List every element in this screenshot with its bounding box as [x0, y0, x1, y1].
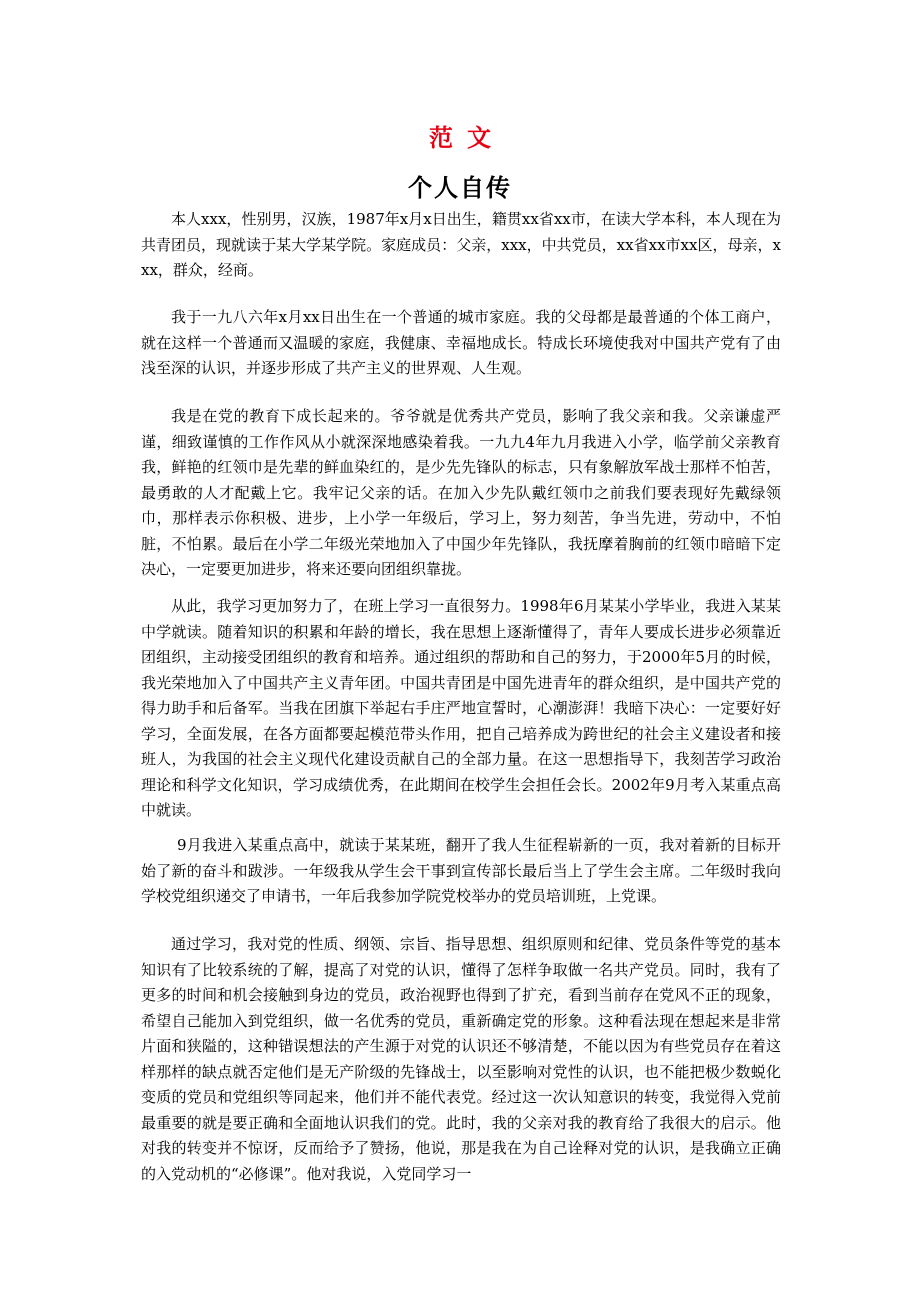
body-paragraph: 通过学习，我对党的性质、纲领、宗旨、指导思想、组织原则和纪律、党员条件等党的基本知识有了比较系统的了解，提高了对党的认识，懂得了怎样争取做一名共产党员。同时，我有了更多的时间和机会接触到身边的党员，政治视野也得到了扩充，看到当前存在党风不正的现象，希望自己能加入到党组织，做一名优秀的党员，重新确定党的形象。这种看法现在想起来是非常片面和狭隘的，这种错误想法的产生源于对党的认识还不够清楚，不能以因为有些党员存在着这样那样的缺点就否定他们是无产阶级的先锋战士，以至影响对党性的认识，也不能把极少数蜕化变质的党员和党组织等同起来，他们并不能代表党。经过这一次认知意识的转变，我觉得入党前最重要的就是要正确和全面地认识我们的党。此时，我的父亲对我的教育给了我很大的启示。他对我的转变并不惊讶，反而给予了赞扬，他说，那是我在为自己诠释对党的认识，是我确立正确的入党动机的“必修课”。他对我说，入党同学习一	[141, 935, 781, 1183]
body-paragraph: 本人xxx，性别男，汉族，1987年x月x日出生，籍贯xx省xx市，在读大学本科，本人现在为共青团员，现就读于某大学某学院。家庭成员：父亲，xxx，中共党员，xx省xx市xx区，母亲，xxx，群众，经商。	[141, 210, 781, 279]
document-label-heading: 范文	[429, 123, 505, 152]
body-paragraph: 从此，我学习更加努力了，在班上学习一直很努力。1998年6月某某小学毕业，我进入某某中学就读。随着知识的积累和年龄的增长，我在思想上逐渐懂得了，青年人要成长进步必须靠近团组织，主动接受团组织的教育和培养。通过组织的帮助和自己的努力，于2000年5月的时候，我光荣地加入了中国共产主义青年团。中国共青团是中国先进青年的群众组织，是中国共产党的得力助手和后备军。当我在团旗下举起右手庄严地宣誓时，心潮澎湃！我暗下决心：一定要好好学习，全面发展，在各方面都要起模范带头作用，把自己培养成为跨世纪的社会主义建设者和接班人，为我国的社会主义现代化建设贡献自己的全部力量。在这一思想指导下，我刻苦学习政治理论和科学文化知识，学习成绩优秀，在此期间在校学生会担任会长。2002年9月考入某重点高中就读。	[141, 597, 781, 819]
body-paragraph: 9月我进入某重点高中，就读于某某班，翻开了我人生征程崭新的一页，我对着新的目标开始了新的奋斗和跋涉。一年级我从学生会干事到宣传部长最后当上了学生会主席。二年级时我向学校党组织递交了申请书，一年后我参加学院党校举办的党员培训班，上党课。	[141, 836, 781, 905]
body-paragraph: 我是在党的教育下成长起来的。爷爷就是优秀共产党员，影响了我父亲和我。父亲谦虚严谨，细致谨慎的工作作风从小就深深地感染着我。一九九4年九月我进入小学，临学前父亲教育我，鲜艳的红领巾是先辈的鲜血染红的，是少先先锋队的标志，只有象解放军战士那样不怕苦，最勇敢的人才配戴上它。我牢记父亲的话。在加入少先队戴红领巾之前我们要表现好先戴绿领巾，那样表示你积极、进步，上小学一年级后，学习上，努力刻苦，争当先进，劳动中，不怕脏，不怕累。最后在小学二年级光荣地加入了中国少年先锋队，我抚摩着胸前的红领巾暗暗下定决心，一定要更加进步，将来还要向团组织靠拢。	[141, 407, 781, 578]
document-title: 个人自传	[408, 173, 512, 202]
body-paragraph: 我于一九八六年x月xx日出生在一个普通的城市家庭。我的父母都是最普通的个体工商户，就在这样一个普通而又温暖的家庭，我健康、幸福地成长。特成长环境使我对中国共产党有了由浅至深的认识，并逐步形成了共产主义的世界观、人生观。	[141, 308, 781, 377]
